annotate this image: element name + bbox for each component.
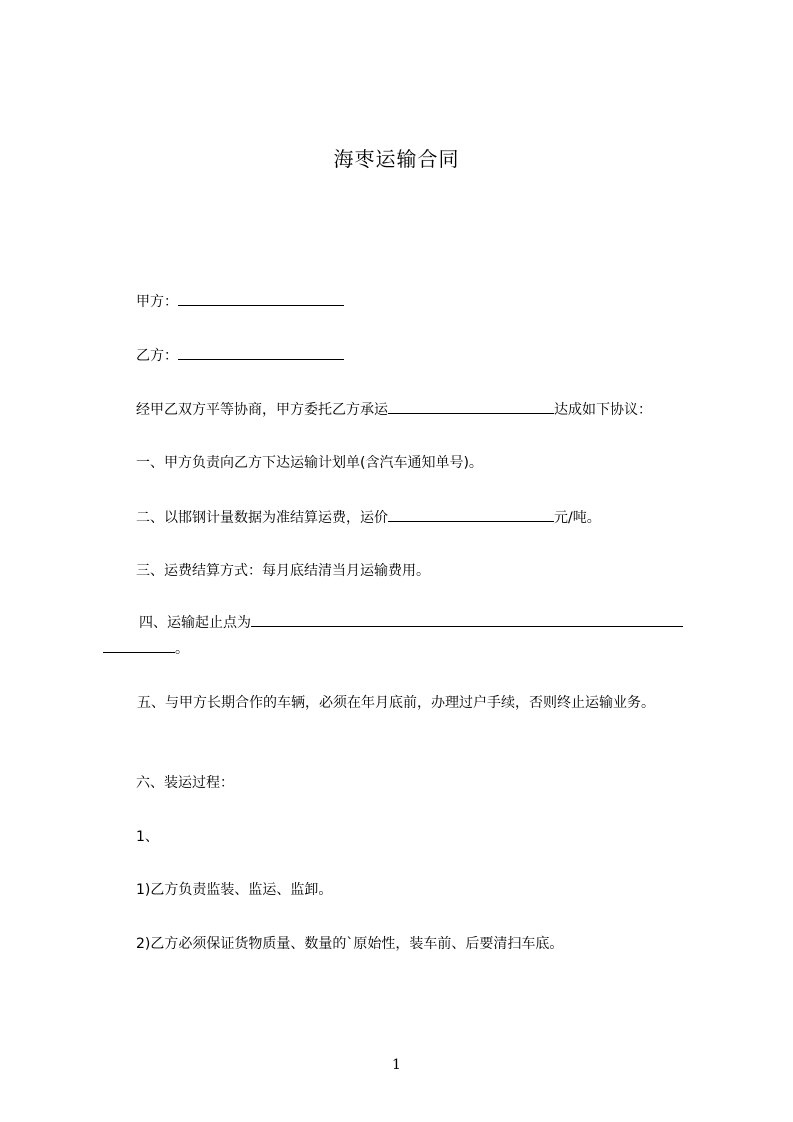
- party-a-label: 甲方：: [136, 294, 178, 310]
- clause-4-line-1: [139, 612, 683, 633]
- clause-1: 一、甲方负责向乙方下达运输计划单(含汽车通知单号)。: [136, 455, 483, 471]
- party-a-blank[interactable]: [178, 291, 344, 306]
- intro-prefix: 经甲乙双方平等协商，甲方委托乙方承运: [136, 402, 388, 418]
- party-b-label: 乙方：: [136, 348, 178, 364]
- item-1: 1、: [136, 829, 159, 845]
- route-blank-continued[interactable]: [103, 638, 175, 653]
- clause-4-end: 。: [175, 641, 189, 657]
- route-blank[interactable]: [251, 612, 683, 627]
- item-1-2: 2)乙方必须保证货物质量、数量的`原始性，装车前、后要清扫车底。: [136, 936, 564, 952]
- price-blank[interactable]: [388, 507, 554, 522]
- document-title: 海枣运输合同: [333, 147, 460, 171]
- page-number: 1: [392, 1057, 401, 1073]
- item-1-1: 1)乙方负责监装、监运、监卸。: [136, 882, 333, 898]
- cargo-blank[interactable]: [388, 399, 554, 414]
- clause-3: 三、运费结算方式：每月底结清当月运输费用。: [136, 563, 430, 579]
- clause-4-line-2: [103, 638, 189, 659]
- clause-5: 五、与甲方长期合作的车辆，必须在年月底前，办理过户手续，否则终止运输业务。: [137, 695, 655, 711]
- party-a-line: [136, 291, 344, 312]
- clause-2: [136, 507, 601, 528]
- clause-2-prefix: 二、以邯钢计量数据为准结算运费，运价: [136, 510, 388, 526]
- clause-2-suffix: 元/吨。: [554, 510, 601, 526]
- clause-4-prefix: 四、运输起止点为: [139, 615, 251, 631]
- clause-6: 六、装运过程：: [136, 775, 234, 791]
- party-b-line: [136, 345, 344, 366]
- party-b-blank[interactable]: [178, 345, 344, 360]
- intro-line: [136, 399, 652, 420]
- intro-suffix: 达成如下协议：: [554, 402, 652, 418]
